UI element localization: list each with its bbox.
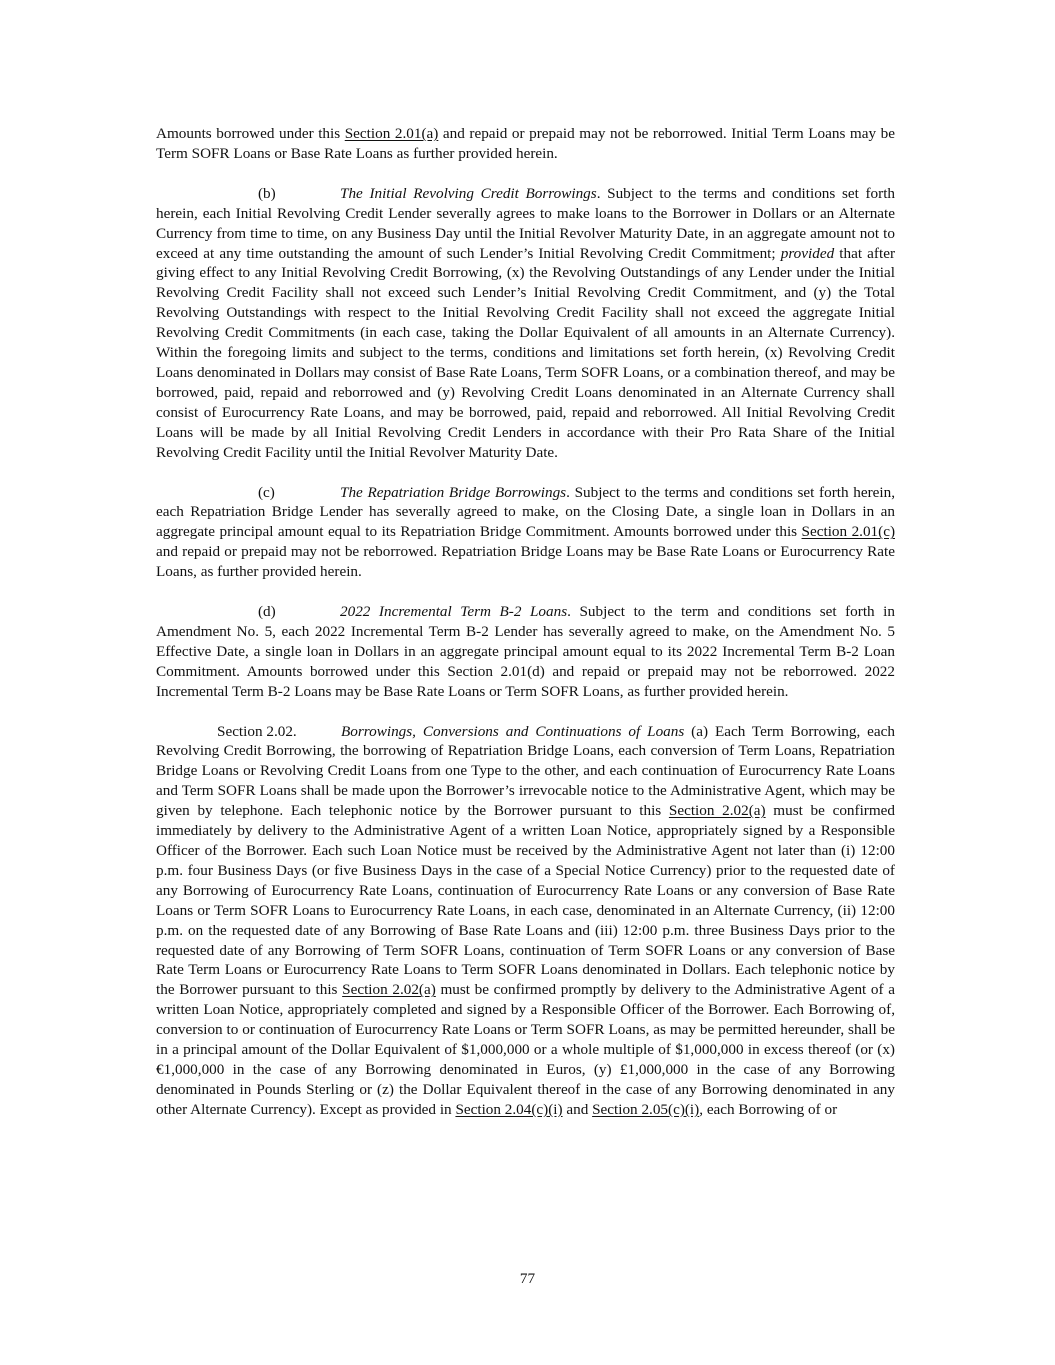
clause-label: (c): [258, 483, 275, 501]
section-heading: Borrowings, Conversions and Continuations of Loans: [341, 722, 685, 740]
text: and repaid or prepaid may not be reborrowed. Initial Term Loans may be Term SOFR Loans or Base Rate Loans as further provided herein.: [156, 125, 895, 162]
cross-reference-link: Section 2.04(c)(i): [455, 1100, 563, 1118]
clause-heading: The Repatriation Bridge Borrowings: [340, 483, 567, 501]
text: . Subject to the terms and conditions set forth herein, each Initial Revolving Credit Lender severally agrees to make loans to the Borrower in Dollars or an Alternate Currency from time to time, on any Business Day until the Initial Revolver Maturity Date, in an aggregate amount not to exceed at any time outstanding the amount of such Lender’s Initial Revolving Credit Commitment;: [156, 184, 896, 262]
text: must be confirmed immediately by delivery to the Administrative Agent of a written Loan Notice, appropriately signed by a Responsible Officer of the Borrower. Each such Loan Notice must be received by the Administrative Agent not later than (i) 12:00 p.m. four Business Days (or five Business Days in the case of a Special Notice Currency) prior to the requested date of any Borrowing of Eurocurrency Rate Loans, continuation of Eurocurrency Rate Loans or any conversion of Base Rate Loans or Term SOFR Loans to Eurocurrency Rate Loans, in each case, denominated in an Alternate Currency, (ii) 12:00 p.m. on the requested date of any Borrowing of Base Rate Loans and (iii) 12:00 p.m. three Business Days prior to the requested date of any Borrowing of Term SOFR Loans, continuation of Term SOFR Loans or any conversion of Base Rate Term Loans or Eurocurrency Rate Loans to Term SOFR Loans denominated in Dollars. Each telephonic notice by the Borrower pursuant to this: [156, 802, 895, 999]
cross-reference-link: Section 2.02(a): [342, 981, 436, 999]
page-number: 77: [519, 1270, 536, 1287]
clause-heading: 2022 Incremental Term B-2 Loans: [340, 603, 568, 621]
text: . Subject to the terms and conditions set forth herein, each Repatriation Bridge Lender has severally agreed to make, on the Closing Date, a single loan in Dollars in an aggregate principal amount equal to its Repatriation Bridge Commitment. Amounts borrowed under this: [156, 483, 895, 541]
document-page: [156, 124, 895, 1140]
section-2-02: [156, 722, 895, 1120]
text: , each Borrowing of or: [699, 1100, 838, 1118]
text: and: [562, 1100, 593, 1118]
text: . Subject to the term and conditions set forth in Amendment No. 5, each 2022 Incremental Term B-2 Lender has severally agreed to make, on the Amendment No. 5 Effective Date, a single loan in Dollars in an aggregate principal amount equal to its 2022 Incremental Term B-2 Loan Commitment. Amounts borrowed under this Section 2.01(d) and repaid or prepaid may not be reborrowed. 2022 Incremental Term B-2 Loans may be Base Rate Loans or Term SOFR Loans, as further provided herein.: [156, 603, 896, 700]
text: Amounts borrowed under this: [156, 125, 345, 142]
cross-reference-link: Section 2.01(a): [344, 125, 439, 142]
text: that after giving effect to any Initial Revolving Credit Borrowing, (x) the Revolving Outstandings of any Lender under the Initial Revolving Credit Facility shall not exceed such Lender’s Initial Revolving Credit Commitment, and (y) the Total Revolving Outstandings with respect to the Initial Revolving Credit Facility shall not exceed the aggregate Initial Revolving Credit Commitments (in each case, taking the Dollar Equivalent of all amounts in an Alternate Currency). Within the foregoing limits and subject to the terms, conditions and limitations set forth herein, (x) Revolving Credit Loans denominated in Dollars may consist of Base Rate Loans, Term SOFR Loans, or a combination thereof, and may be borrowed, paid, repaid and reborrowed and (y) Revolving Credit Loans denominated in an Alternate Currency shall consist of Eurocurrency Rate Loans, and may be borrowed, paid, repaid and reborrowed. All Initial Revolving Credit Loans will be made by all Initial Revolving Credit Lenders in accordance with their Pro Rata Share of the Initial Revolving Credit Facility until the Initial Revolver Maturity Date.: [156, 244, 895, 461]
clause-heading: The Initial Revolving Credit Borrowings: [340, 184, 597, 202]
text: and repaid or prepaid may not be reborrowed. Repatriation Bridge Loans may be Base Rate Loans or Eurocurrency Rate Loans, as further provided herein.: [156, 543, 895, 581]
text: must be confirmed promptly by delivery to the Administrative Agent of a written Loan Notice, appropriately completed and signed by a Responsible Officer of the Borrower. Each Borrowing of, conversion to or continuation of Eurocurrency Rate Loans or Term SOFR Loans, as may be permitted hereunder, shall be in a principal amount of the Dollar Equivalent of $1,000,000 or a whole multiple of $1,000,000 in excess thereof (or (x) €1,000,000 in the case of any Borrowing denominated in Euros, (y) £1,000,000 in the case of any Borrowing denominated in Pounds Sterling or (z) the Dollar Equivalent thereof in the case of any Borrowing denominated in any other Alternate Currency). Except as provided in: [156, 981, 895, 1118]
proviso: provided: [780, 244, 835, 262]
paragraph-incremental-term-b2: [156, 602, 895, 702]
paragraph-term-loans: [156, 124, 895, 164]
cross-reference-link: Section 2.05(c)(i): [592, 1100, 700, 1118]
clause-label: (d): [258, 603, 276, 621]
text: (a) Each Term Borrowing, each Revolving Credit Borrowing, the borrowing of Repatriation Bridge Loans, each conversion of Term Loans, Repatriation Bridge Loans or Revolving Credit Loans from one Type to the other, and each continuation of Eurocurrency Rate Loans and Term SOFR Loans shall be made upon the Borrower’s irrevocable notice to the Administrative Agent, which may be given by telephone. Each telephonic notice by the Borrower pursuant to this: [156, 722, 895, 820]
clause-label: (b): [258, 184, 276, 202]
cross-reference-link: Section 2.01(c): [801, 523, 895, 541]
section-label: Section 2.02.: [217, 722, 297, 740]
paragraph-revolving-credit: [156, 184, 895, 463]
cross-reference-link: Section 2.02(a): [668, 802, 766, 820]
paragraph-repatriation-bridge: [156, 483, 895, 583]
